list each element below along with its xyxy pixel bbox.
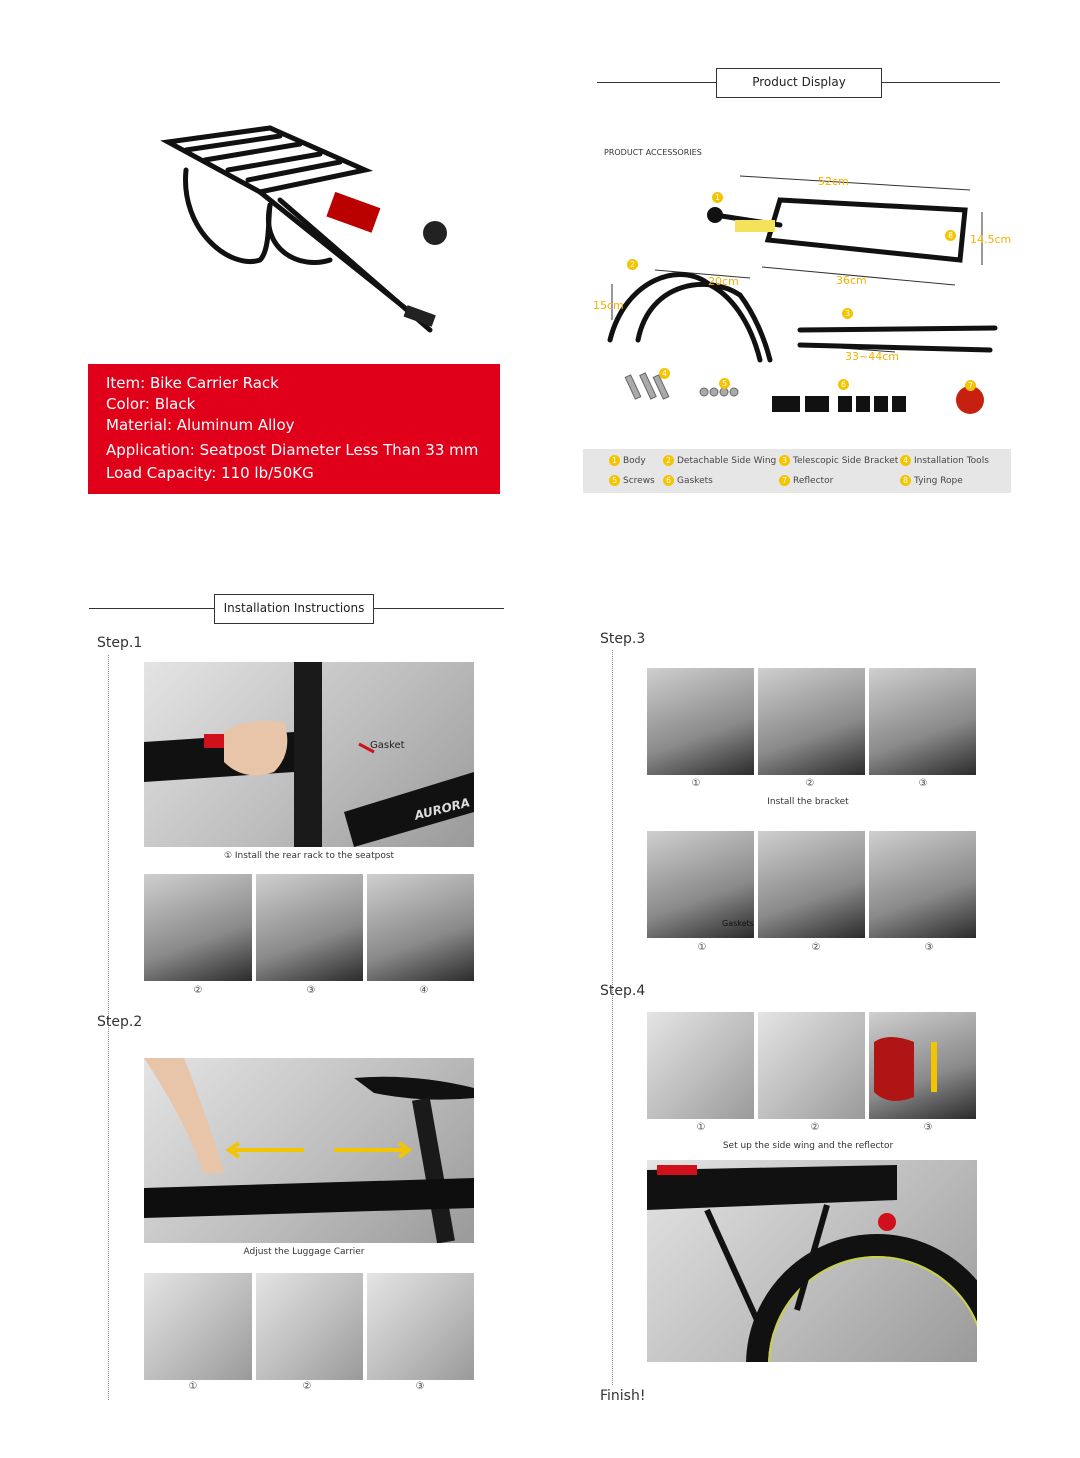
legend-item-side-wing (663, 455, 776, 466)
legend-marker: 5 (609, 475, 620, 486)
step1-caption: ① Install the rear rack to the seatpost (223, 851, 395, 861)
step1-photo-4 (367, 874, 474, 981)
step3-photo-b1 (647, 831, 754, 938)
product-display-title: Product Display (716, 68, 882, 98)
step4-num-2: ② (810, 1122, 820, 1133)
color-text: Color: Black (106, 395, 196, 413)
legend-marker: 8 (900, 475, 911, 486)
step3-num-a1: ① (691, 778, 701, 789)
accessories-label: PRODUCT ACCESSORIES (604, 148, 702, 157)
step4-num-1: ① (696, 1122, 706, 1133)
dim-wing-width: 20cm (708, 275, 739, 288)
legend-label: Screws (623, 475, 655, 486)
marker-1: 1 (712, 192, 723, 203)
step4-num-3: ③ (923, 1122, 933, 1133)
right-step-guide (612, 650, 613, 1385)
step2-num-1: ① (188, 1381, 198, 1392)
step3-photo-a3 (869, 668, 976, 775)
step1-photo-2 (144, 874, 252, 981)
step3-photo-a2 (758, 668, 865, 775)
legend-marker: 3 (779, 455, 790, 466)
marker-7: 7 (965, 380, 976, 391)
product-image (150, 110, 470, 340)
step4-photo-3 (869, 1012, 976, 1119)
legend-label: Installation Tools (914, 455, 989, 466)
installation-title: Installation Instructions (214, 594, 374, 624)
legend-label: Tying Rope (914, 475, 963, 486)
step3-photo-a1 (647, 668, 754, 775)
dim-height: 14.5cm (970, 233, 1012, 246)
step2-caption: Adjust the Luggage Carrier (243, 1247, 365, 1257)
legend-item-side-bracket (779, 455, 898, 466)
legend-marker: 7 (779, 475, 790, 486)
step1-num-3: ③ (306, 985, 316, 996)
step2-photo-3 (367, 1273, 474, 1380)
marker-8: 8 (945, 230, 956, 241)
step3-num-a3: ③ (918, 778, 928, 789)
legend-item-screws (609, 475, 655, 486)
step2-label: Step.2 (97, 1014, 143, 1030)
step2-num-2: ② (302, 1381, 312, 1392)
marker-5: 5 (719, 378, 730, 389)
finish-label: Finish! (600, 1388, 646, 1404)
dim-platform: 36cm (836, 274, 867, 287)
legend-label: Telescopic Side Bracket (793, 455, 899, 466)
legend-marker: 1 (609, 455, 620, 466)
accessories-diagram (590, 160, 1020, 435)
bike-brand-text: AURORA (413, 795, 472, 823)
load-text: Load Capacity: 110 lb/50KG (106, 464, 314, 482)
dim-wing-height: 15cm (593, 299, 624, 312)
marker-2: 2 (627, 259, 638, 270)
step3-num-a2: ② (805, 778, 815, 789)
step4-label: Step.4 (600, 983, 646, 999)
step3-num-b3: ③ (924, 942, 934, 953)
product-info-box (88, 364, 500, 494)
step2-photo-2 (256, 1273, 363, 1380)
step4-photo-2 (758, 1012, 865, 1119)
material-text: Material: Aluminum Alloy (106, 416, 295, 434)
step1-num-4: ④ (419, 985, 429, 996)
step1-num-2: ② (193, 985, 203, 996)
legend-label: Gaskets (677, 475, 713, 486)
legend-item-gaskets (663, 475, 713, 486)
application-text: Application: Seatpost Diameter Less Than 33 mm (106, 441, 479, 459)
step2-num-3: ③ (415, 1381, 425, 1392)
legend-item-body (609, 455, 646, 466)
item-text: Item: Bike Carrier Rack (106, 374, 279, 392)
legend-item-tools (900, 455, 989, 466)
dim-length: 52cm (818, 175, 849, 188)
legend-label: Reflector (793, 475, 834, 486)
marker-4: 4 (659, 368, 670, 379)
legend-label: Body (623, 455, 646, 466)
step3-photo-b3 (869, 831, 976, 938)
step4-caption: Set up the side wing and the reflector (722, 1141, 894, 1151)
finished-rack-photo (647, 1160, 977, 1362)
step3-caption: Install the bracket (767, 797, 849, 807)
legend-item-reflector (779, 475, 833, 486)
step2-main-photo (144, 1058, 474, 1243)
legend-marker: 4 (900, 455, 911, 466)
legend-item-tying-rope (900, 475, 963, 486)
step4-photo-1 (647, 1012, 754, 1119)
gaskets-callout: Gaskets (722, 919, 754, 928)
dim-bracket: 33~44cm (845, 350, 899, 363)
step2-photo-1 (144, 1273, 252, 1380)
marker-6: 6 (838, 379, 849, 390)
gasket-callout: Gasket (370, 740, 405, 751)
step3-num-b1: ① (697, 942, 707, 953)
legend-marker: 2 (663, 455, 674, 466)
legend-marker: 6 (663, 475, 674, 486)
step3-num-b2: ② (811, 942, 821, 953)
accessories-legend (583, 449, 1011, 493)
marker-3: 3 (842, 308, 853, 319)
legend-label: Detachable Side Wing (677, 455, 777, 466)
step1-main-photo (144, 662, 474, 847)
step3-photo-b2 (758, 831, 865, 938)
step1-label: Step.1 (97, 635, 143, 651)
step1-photo-3 (256, 874, 363, 981)
step3-label: Step.3 (600, 631, 646, 647)
